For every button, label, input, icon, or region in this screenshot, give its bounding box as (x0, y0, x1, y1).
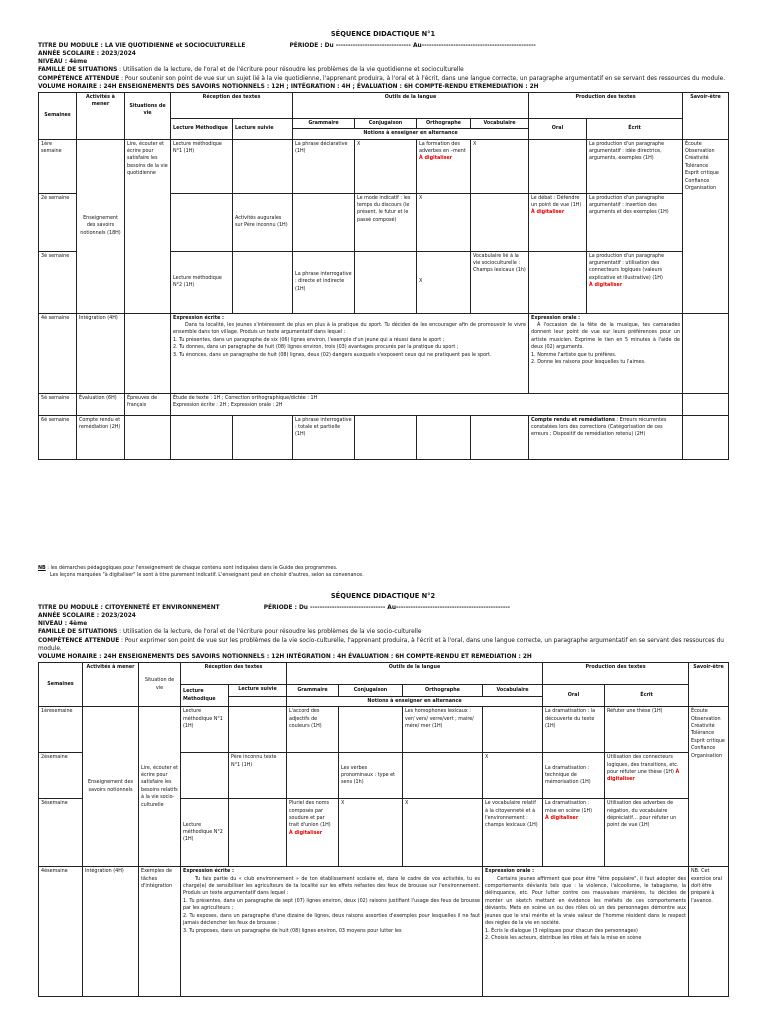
famille-situations (38, 65, 728, 73)
lecture-suivie-cell: Père inconnu texte N°1 (1H) (229, 753, 287, 799)
header-orthographe: Orthographe (417, 118, 471, 128)
compte-rendu-title: Compte rendu et remédiations (531, 416, 615, 423)
header-reception: Réception des textes (171, 92, 293, 118)
competence-label: COMPÉTENCE ATTENDUE (38, 73, 120, 82)
conjugaison-cell: Les verbes pronominaux : type et sens (1h) (339, 753, 403, 799)
orthographe-cell: X (417, 251, 471, 313)
famille-text: : Utilisation de la lecture, de l'oral et de l'écriture pour résoudre les problèmes de la vie socio-culturelle (117, 627, 422, 636)
header-lecture-methodique: Lecture Méthodique (171, 118, 233, 139)
week-label: 2èsemaine (39, 753, 83, 799)
ecrit-cell (587, 251, 683, 313)
sequence-1-title: SÉQUENCE DIDACTIQUE N°1 (330, 29, 436, 38)
annee-scolaire: ANNÉE SCOLAIRE : 2023/2024 (38, 49, 136, 58)
oral-cell (529, 193, 587, 251)
savoir-item: Esprit critique (691, 737, 725, 744)
savoir-item: Observation (685, 147, 715, 154)
savoir-item: Écoute (685, 140, 702, 147)
savoir-etre-cell (683, 393, 729, 415)
activite-cell: Évaluation (6H) (77, 393, 125, 415)
savoir-item: Organisation (685, 185, 717, 192)
header-lecture-methodique: Lecture Méthodique (181, 684, 229, 706)
lecture-suivie-cell (233, 251, 293, 313)
digitalize-tag: À digitaliser (531, 209, 565, 216)
situation-cell: Épreuves de français (125, 393, 171, 415)
header-savoir-etre: Savoir-être (683, 92, 729, 139)
expression-ecrite-cell (181, 867, 483, 997)
ecrit-text: Utilisation des connecteurs logiques, des transitions, etc. pour réfuter une thèse (1H) (607, 754, 679, 776)
lecture-cell: Lecture méthodique N°2 (1H) (181, 799, 229, 867)
header-vocabulaire: Vocabulaire (483, 684, 543, 696)
compte-rendu-cell (529, 415, 683, 459)
expression-ecrite-title: Expression écrite : (173, 314, 224, 321)
periode: PÉRIODE : Du ------------------------------- Au----------------------------------------------- (289, 41, 536, 50)
expression-orale-item: 2. Donne les raisons pour lesquelles tu l'aimes. (531, 359, 646, 366)
digitalize-tag: À digitaliser (419, 155, 453, 162)
orthographe-cell (417, 139, 471, 193)
nb-line-2: Les leçons marquées "à digitaliser" le sont à titre purement indicatif. L'enseignant peut en choisir d'autres, selon sa convenance. (50, 572, 364, 578)
evaluation-detail: Expression écrite : 2H ; Expression orale : 2H (173, 401, 283, 408)
ecrit-text: La production d'un paragraphe argumentatif : utilisation des connecteurs logiques (valeurs explicative et illustrative) (1H) (589, 252, 665, 281)
header-oral: Oral (529, 118, 587, 139)
header-conjugaison: Conjugaison (355, 118, 417, 128)
orthographe-cell: X (403, 799, 483, 867)
savoir-etre-cell (683, 313, 729, 393)
week-label: 6è semaine (39, 415, 77, 459)
savoir-etre-cell (683, 139, 729, 313)
oral-cell: La dramatisation : technique de mémorisation (1H) (543, 753, 605, 799)
lecture-suivie-cell (233, 415, 293, 459)
situation-cell (125, 415, 171, 459)
table-row (39, 707, 729, 753)
table-row (39, 139, 729, 193)
lecture-cell (171, 193, 233, 251)
activite-cell: Compte rendu et remédiation (2H) (77, 415, 125, 459)
grammaire-cell (287, 799, 339, 867)
vocabulaire-cell: X (483, 753, 543, 799)
orthographe-cell (403, 753, 483, 799)
situation-vie-cell: Lire, écouter et écrire pour satisfaire les besoins relatifs à la vie socio-culturelle (139, 707, 181, 867)
expression-orale-item: 1. Nomme l'artiste que tu préfères. (531, 351, 617, 358)
conjugaison-cell: X (355, 139, 417, 193)
periode: PÉRIODE : Du ------------------------------- Au----------------------------------------------- (263, 603, 511, 612)
expression-orale-text: À l'occasion de la fête de la musique, tes camarades donnent leur point de vue sur leurs préférences pour un artiste musicien. Exprime le tien en 5 minutes à l'aide de deux (02) arguments. (531, 321, 681, 351)
oral-cell (529, 139, 587, 193)
activite-cell: Intégration (4H) (83, 867, 139, 997)
expression-ecrite-item: 1. Tu présentes, dans un paragraphe de sept (07) lignes environ, deux (02) raisons justifiant l'usage des feux de brousse par les agriculteurs ; (183, 897, 480, 912)
header-outils: Outils de la langue (287, 662, 543, 684)
conjugaison-cell (355, 415, 417, 459)
vocabulaire-cell (483, 707, 543, 753)
header-semaines: Semaines (39, 662, 83, 706)
activite-cell: Intégration (4H) (77, 313, 125, 393)
savoir-item: Tolérance (685, 162, 709, 169)
vocabulaire-cell: X (471, 139, 529, 193)
grammaire-cell: La phrase interrogative : totale et partielle (1H) (293, 415, 355, 459)
header-activites: Activités à mener (83, 662, 139, 706)
header-oral: Oral (543, 684, 605, 706)
header-lecture-suivie: Lecture suivie (229, 684, 287, 696)
table-row (39, 867, 729, 997)
orthographe-cell (417, 415, 471, 459)
ecrit-cell: La production d'un paragraphe argumentatif : insertion des arguments et des exemples (1H) (587, 193, 683, 251)
expression-ecrite-title: Expression écrite : (183, 868, 234, 875)
digitalize-tag: À digitaliser (589, 282, 623, 289)
header-grammaire: Grammaire (287, 684, 339, 696)
module-title-line (38, 603, 728, 611)
oral-cell (543, 799, 605, 867)
expression-ecrite-text: Dans ta localité, les jeunes s'intéressent de plus en plus à la pratique du sport. Tu décides de les encourager afin de promouvoir le vivre ensemble dans ton village. Produis un texte argumentatif dans lequel : (173, 321, 527, 336)
header-production: Production des textes (529, 92, 683, 118)
week-label: 4èsemaine (39, 867, 83, 997)
lecture-cell: Lecture méthodique N°2 (1H) (171, 251, 233, 313)
header-semaines: Semaines (39, 92, 77, 139)
expression-ecrite-item: 3. Tu énonces, dans un paragraphe de huit (08) lignes, deux (02) dangers auxquels s'exposent ceux qui ne pratiquent pas le sport. (173, 351, 492, 358)
savoir-item: Confiance (691, 745, 716, 752)
expression-ecrite-item: 2. Tu donnes, dans un paragraphe de huit (08) lignes environ, trois (03) avantages procurés par la pratique du sport ; (173, 344, 459, 351)
expression-ecrite-item: 2. Tu exposes, dans un paragraphe d'une dizaine de lignes, deux raisons assorties d'exemples pour lesquelles il ne faut jamais déclencher les feux de brousse ; (183, 912, 480, 927)
vocabulaire-cell: Vocabulaire lié à la vie socioculturelle : Champs lexicaux (1h) (471, 251, 529, 313)
lecture-cell (171, 415, 233, 459)
ecrit-cell (605, 753, 689, 799)
header-savoir-etre: Savoir-être (689, 662, 729, 706)
header-production: Production des textes (543, 662, 689, 684)
orthographe-cell: Les homophones lexicaux : ver/ vers/ verre/vert ; maire/ mère/ mer (1H) (403, 707, 483, 753)
situation-cell: Exemples de tâches d'intégration (139, 867, 181, 997)
orthographe-text: La formation des adverbes en –ment (419, 140, 466, 154)
table-row (39, 393, 729, 415)
nb-text-1: : les démarches pédagogiques pour l'enseignement de chaque contenu sont indiquées dans le Guide des programmes. (45, 565, 338, 571)
lecture-suivie-cell: Activités augurales sur Père inconnu (1H) (233, 193, 293, 251)
header-notions: Notions à enseigner en alternance (293, 129, 529, 139)
savoir-item: Écoute (691, 708, 708, 715)
annee-scolaire: ANNÉE SCOLAIRE : 2023/2024 (38, 611, 136, 620)
sequence-2-table (38, 662, 729, 997)
header-vocabulaire: Vocabulaire (471, 118, 529, 128)
famille-label: FAMILLE DE SITUATIONS (38, 65, 118, 74)
nb-line-1 (38, 565, 728, 572)
header-orthographe: Orthographe (403, 684, 483, 696)
savoir-item: Créativité (685, 155, 709, 162)
savoir-item: Tolérance (691, 730, 715, 737)
situation-vie-cell: Lire, écouter et écrire pour satisfaire les besoins de la vie quotidienne (125, 139, 171, 313)
week-label: 2è semaine (39, 193, 77, 251)
header-grammaire: Grammaire (293, 118, 355, 128)
expression-ecrite-text: Tu fais partie du « club environnement » de ton établissement scolaire et, dans le cadre de vos activités, tu es chargé(e) de sensibiliser les agriculteurs de ta localité sur les effets néfastes des feux de brousse sur l'environnement. Produis un texte argumentatif dans lequel : (183, 875, 480, 897)
savoir-etre-cell: NB. Cet exercice oral doit être préparé à l'avance. (689, 867, 729, 997)
module-title: TITRE DU MODULE : LA VIE QUOTIDIENNE et SOCIOCULTURELLE (38, 41, 246, 50)
sequence-2 (38, 592, 728, 997)
week-label: 4è semaine (39, 313, 77, 393)
orthographe-cell: X (417, 193, 471, 251)
oral-text: La dramatisation : mise en scène (1H) (545, 800, 593, 814)
ecrit-cell: La production d'un paragraphe argumentatif : idée directrice, arguments, exemples (1H) (587, 139, 683, 193)
header-ecrit: Écrit (587, 118, 683, 139)
vocabulaire-cell (471, 415, 529, 459)
week-label: 3è semaine (39, 251, 77, 313)
table-row (39, 313, 729, 393)
competence-text: : Pour soutenir son point de vue sur un sujet lié à la vie quotidienne, l'apprenant produira, à l'oral et à l'écrit, dans une langue correcte, un paragraphe argumentatif en se servant des ressources du module. (119, 73, 726, 82)
savoir-item: Créativité (691, 723, 715, 730)
module-title: TITRE DU MODULE : CITOYENNETÉ ET ENVIRONNEMENT (38, 603, 220, 612)
grammaire-text: Pluriel des noms composés par soudure et par trait d'union (1H) (289, 800, 331, 829)
competence-label: COMPÉTENCE ATTENDUE (38, 635, 120, 644)
digitalize-tag: À digitaliser (545, 815, 579, 822)
expression-orale-title: Expression orale : (485, 868, 535, 875)
grammaire-cell (293, 193, 355, 251)
competence-text: : Pour exprimer son point de vue sur les problèmes de la vie socio-culturelle, l'apprenant produira, à l'écrit et à l'oral, dans une langue correcte, un paragraphe argumentatif en se servant des ressources du module. (38, 635, 724, 652)
header-reception: Réception des textes (181, 662, 287, 684)
expression-ecrite-item: 3. Tu proposes, dans un paragraphe de huit (08) lignes environ, 03 moyens pour lutter les (183, 927, 402, 934)
vocabulaire-cell: Le vocabulaire relatif à la citoyenneté et à l'environnement : champs lexicaux (1H) (483, 799, 543, 867)
conjugaison-cell (355, 251, 417, 313)
volume-horaire: VOLUME HORAIRE : 24H ENSEIGNEMENTS DES SAVOIRS NOTIONNELS : 12H INTÉGRATION : 4H ÉVALUATION : 6H COMPTE-RENDU ET REMEDIATION : 2H (38, 651, 532, 660)
savoir-etre-cell (689, 707, 729, 867)
ecrit-cell: Réfuter une thèse (1H) (605, 707, 689, 753)
conjugaison-cell: Le mode indicatif : les temps du discours (le présent, le futur et le passé composé) (355, 193, 417, 251)
niveau: NIVEAU : 4ème (38, 619, 88, 628)
header-situation: Situation de vie (139, 662, 181, 706)
week-label: 1ère semaine (39, 139, 77, 193)
sequence-1-table (38, 92, 729, 460)
savoir-item: Confiance (685, 177, 710, 184)
week-label: 1èresemaine (39, 707, 83, 753)
enseignement-cell: Enseignement des savoirs notionnels (18H) (77, 139, 125, 313)
oral-text: Le débat : Défendre un point de vue (1H) (531, 194, 582, 208)
header-situations: Situations de vie (125, 92, 171, 139)
header-lecture-suivie: Lecture suivie (233, 118, 293, 139)
expression-orale-item: 1. Écris le dialogue (3 répliques pour chacun des personnages) (485, 927, 638, 934)
week-label: 5è semaine (39, 393, 77, 415)
conjugaison-cell: X (339, 799, 403, 867)
table-row (39, 415, 729, 459)
compte-rendu-text: : Erreurs récurrentes constatées lors des corrections (Catégorisation de ces erreurs ; Dispositif de remédiation retenu) (2H) (531, 416, 667, 438)
sequence-2-title: SÉQUENCE DIDACTIQUE N°2 (330, 591, 436, 600)
expression-ecrite-item: 1. Tu présentes, dans un paragraphe de six (06) lignes environ, l'exemple d'un jeune qui a réussi dans le sport ; (173, 336, 445, 343)
competence-attendue (38, 636, 728, 652)
nb-note (38, 565, 728, 579)
grammaire-cell: L'accord des adjectifs de couleurs (1H) (287, 707, 339, 753)
lecture-cell: Lecture méthodique N°1 (1H) (171, 139, 233, 193)
lecture-cell (181, 753, 229, 799)
savoir-item: Organisation (691, 752, 723, 759)
ecrit-cell: Utilisation des adverbes de négation, du vocabulaire dépréciatif… pour réfuter un point de vue (1H) (605, 799, 689, 867)
evaluation-detail: Étude de texte : 1H ; Correction orthographique/dictée : 1H (173, 394, 318, 401)
famille-text: : Utilisation de la lecture, de l'oral et de l'écriture pour résoudre les problèmes de la vie quotidienne et socioculturelle (117, 65, 464, 74)
lecture-suivie-cell (229, 799, 287, 867)
oral-cell: La dramatisation : la découverte du texte (1H) (543, 707, 605, 753)
week-label: 3èsemaine (39, 799, 83, 867)
niveau: NIVEAU : 4ème (38, 57, 88, 66)
famille-situations (38, 627, 728, 635)
header-activites: Activités à mener (77, 92, 125, 139)
enseignement-cell: Enseignement des savoirs notionnels (83, 707, 139, 867)
volume-horaire: VOLUME HORAIRE : 24H ENSEIGNEMENTS DES SAVOIRS NOTIONNELS : 12H ; INTÉGRATION : 4H ; ÉVALUATION : 6H COMPTE-RENDU ETREMEDIATION : 2H (38, 81, 539, 90)
grammaire-cell (287, 753, 339, 799)
expression-ecrite-cell (171, 313, 529, 393)
expression-orale-title: Expression orale : (531, 314, 581, 321)
lecture-suivie-cell (233, 139, 293, 193)
lecture-cell: Lecture méthodique N°1 (1H) (181, 707, 229, 753)
expression-orale-cell (529, 313, 683, 393)
savoir-item: Esprit critique (685, 170, 719, 177)
expression-orale-item: 2. Choisis les acteurs, distribue les rôles et fais la mise en scène (485, 934, 642, 941)
oral-cell (529, 251, 587, 313)
grammaire-cell: La phrase déclarative (1H) (293, 139, 355, 193)
nb-label: NB (38, 565, 46, 571)
famille-label: FAMILLE DE SITUATIONS (38, 627, 118, 636)
header-outils: Outils de la langue (293, 92, 529, 118)
conjugaison-cell (339, 707, 403, 753)
header-conjugaison: Conjugaison (339, 684, 403, 696)
header-notions: Notions à enseigner en alternance (287, 696, 543, 706)
empty-cell (229, 696, 287, 706)
digitalize-tag: À digitaliser (289, 829, 323, 836)
vocabulaire-cell (471, 193, 529, 251)
module-title-line (38, 41, 728, 49)
savoir-etre-cell (683, 415, 729, 459)
lecture-suivie-cell (229, 707, 287, 753)
sequence-1 (38, 30, 728, 460)
digitalize-tag: À digitaliser (607, 769, 680, 783)
expression-orale-text: Certains jeunes affirment que pour être "être populaire", il faut adopter des comportements déviants tels que : la violence, l'alcoolisme, le tabagisme, la délinquance, etc. Pour lutter contre ces mauvaises manières, tu décides de monter un sketch mettant en évidence les méfaits de ces comportements déviants. Mets en scène un ou des rôles où un des personnages démontre aux jeunes que le vrai mérite et la vraie valeur de l'homme résident dans le respect des règles de la vie en société. (485, 875, 687, 927)
situation-cell (125, 313, 171, 393)
competence-attendue (38, 74, 728, 82)
savoir-item: Observation (691, 715, 721, 722)
grammaire-cell: La phrase interrogative : directe et indirecte (1H) (293, 251, 355, 313)
expression-orale-cell (483, 867, 689, 997)
header-ecrit: Écrit (605, 684, 689, 706)
evaluation-detail-cell (171, 393, 683, 415)
